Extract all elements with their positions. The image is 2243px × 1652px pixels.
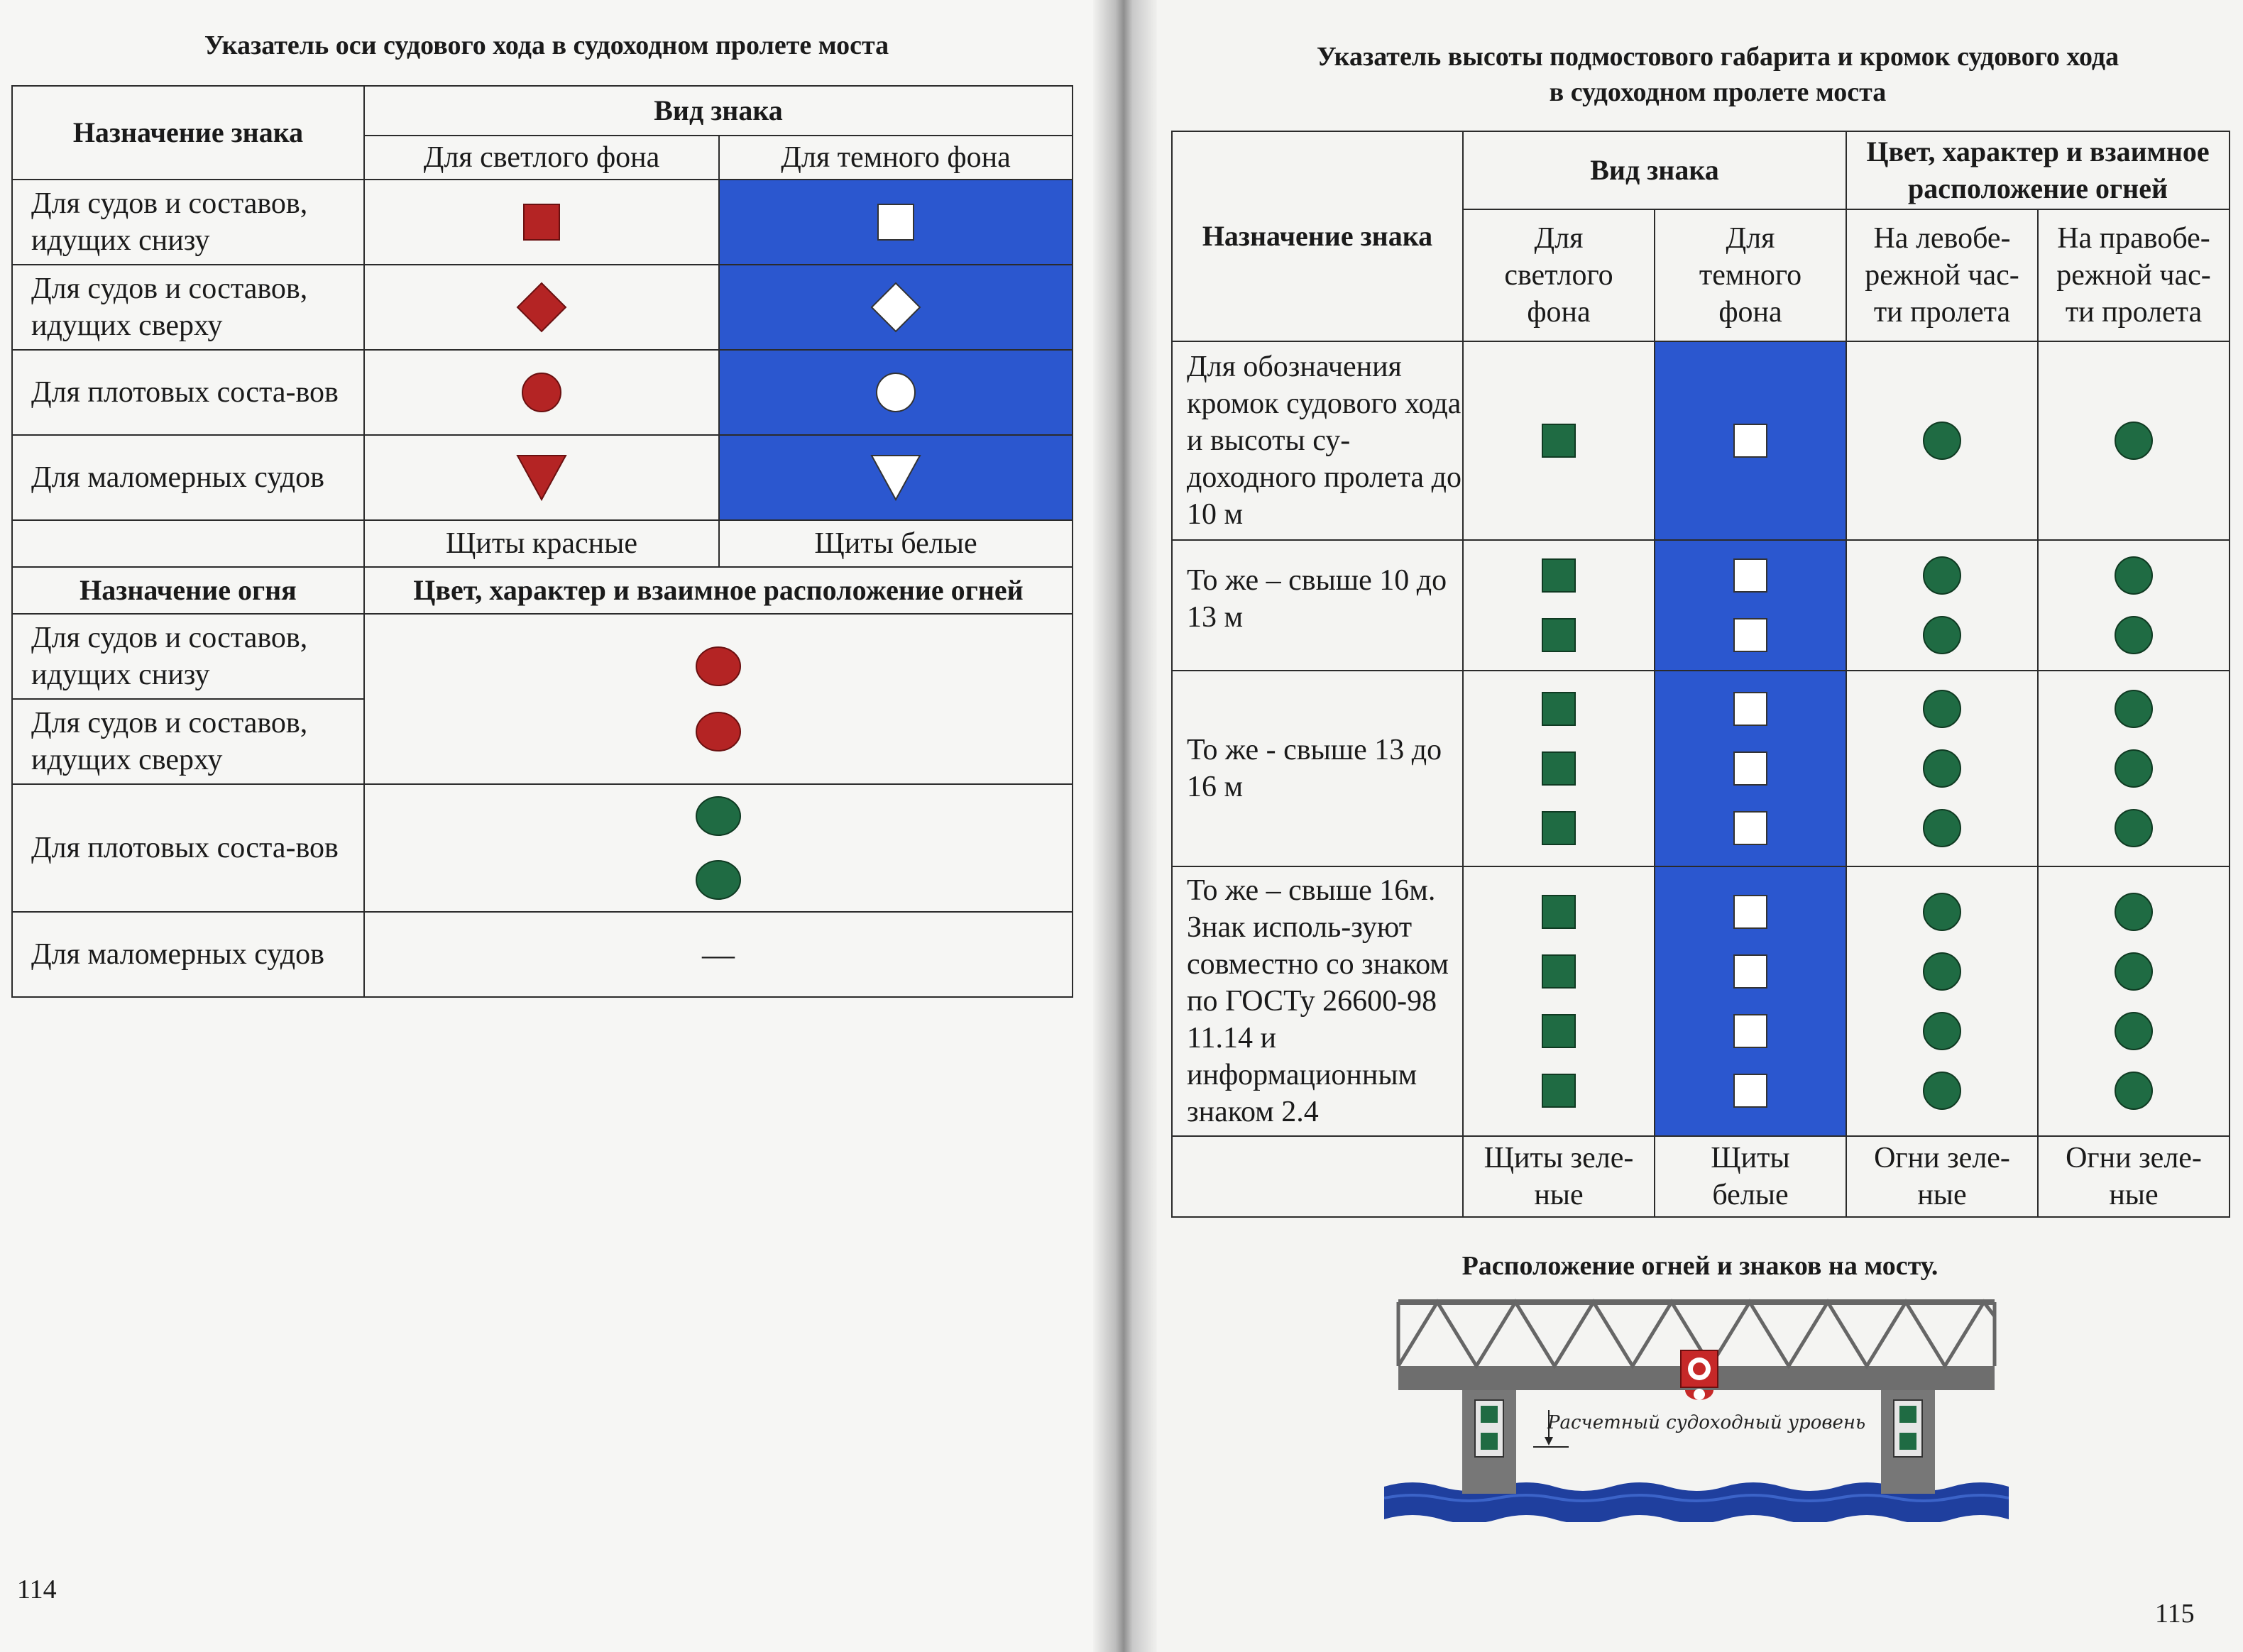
light-row-label: Для плотовых соста-вов (12, 784, 364, 912)
page-number-left: 114 (17, 1575, 57, 1604)
green-light-icon (2114, 421, 2154, 461)
light-row-label: Для судов и составов, идущих сверху (12, 699, 364, 784)
green-square-icon (1541, 954, 1576, 989)
white-square-icon (1733, 691, 1768, 727)
green-light-icon (1922, 1011, 1962, 1051)
green-light-icon (1922, 689, 1962, 729)
green-light-icon (695, 795, 742, 837)
green-square-icon (1541, 617, 1576, 653)
clearance-row-label: То же - свыше 13 до 16 м (1172, 671, 1463, 866)
red-square-icon (522, 202, 561, 242)
green-light-icon (1922, 749, 1962, 788)
green-light-icon (1922, 892, 1962, 932)
header-light-bg: Для светлого фона (364, 136, 719, 180)
green-square-icon (1541, 894, 1576, 930)
page-number-right: 115 (2155, 1599, 2195, 1629)
green-light-icon (2114, 749, 2154, 788)
clearance-table (1171, 131, 2230, 1218)
green-light-icon (1922, 1071, 1962, 1111)
white-triangle-icon (869, 453, 923, 502)
green-light-icon (2114, 808, 2154, 848)
header-right-bank: На правобе-режной час-ти пролета (2038, 209, 2230, 341)
green-light-icon (695, 859, 742, 901)
header-kind: Вид знака (364, 86, 1073, 136)
green-light-icon (1922, 556, 1962, 595)
white-square-icon (876, 202, 916, 242)
footer-white-boards: Щиты белые (1655, 1136, 1846, 1217)
clearance-row-label: То же – свыше 16м. Знак исполь-зуют совместно со знаком по ГОСТу 26600-98 11.14 и информационным знаком 2.4 (1172, 866, 1463, 1136)
sign-row-label: Для плотовых соста-вов (12, 350, 364, 435)
green-square-icon (1541, 558, 1576, 593)
green-light-icon (1922, 808, 1962, 848)
header-purpose: Назначение знака (12, 86, 364, 180)
header-kind: Вид знака (1463, 131, 1846, 209)
book-gutter (1093, 0, 1157, 1652)
green-light-icon (2114, 689, 2154, 729)
left-page-title: Указатель оси судового хода в судоходном пролете моста (204, 31, 889, 60)
clearance-row-label: Для обозначения кромок судового хода и высоты су-доходного пролета до 10 м (1172, 341, 1463, 540)
green-square-icon (1541, 1073, 1576, 1108)
header-left-bank: На левобе-режной час-ти пролета (1846, 209, 2038, 341)
bridge-title: Расположение огней и знаков на мосту. (1461, 1251, 1938, 1281)
bridge-illustration (1384, 1288, 2009, 1522)
white-circle-icon (874, 371, 917, 414)
footer-green-lights-right: Огни зеле-ные (2038, 1136, 2230, 1217)
white-square-icon (1733, 751, 1768, 786)
green-square-icon (1541, 810, 1576, 846)
lights-header-kind: Цвет, характер и взаимное расположение огней (364, 567, 1073, 614)
footer-green-lights-left: Огни зеле-ные (1846, 1136, 2038, 1217)
green-square-icon (1541, 423, 1576, 458)
footer-green-boards: Щиты зеле-ные (1463, 1136, 1655, 1217)
red-diamond-icon (515, 280, 569, 334)
green-light-icon (2114, 952, 2154, 991)
white-square-icon (1733, 954, 1768, 989)
green-light-icon (1922, 615, 1962, 655)
header-purpose: Назначение знака (1172, 131, 1463, 341)
right-page-title-line1: Указатель высоты подмостового габарита и кромок судового хода (1316, 42, 2119, 72)
green-light-icon (2114, 615, 2154, 655)
lights-header-purpose: Назначение огня (12, 567, 364, 614)
boards-white-label: Щиты белые (719, 520, 1073, 567)
bridge-diagram (1384, 1288, 2009, 1522)
green-square-icon (1541, 691, 1576, 727)
green-square-icon (1541, 1013, 1576, 1049)
red-light-icon (695, 645, 742, 688)
header-lights: Цвет, характер и взаимное расположение огней (1846, 131, 2230, 209)
light-row-label: Для судов и составов, идущих снизу (12, 614, 364, 699)
no-light-dash: — (364, 912, 1073, 997)
red-circle-icon (520, 371, 563, 414)
white-square-icon (1733, 1013, 1768, 1049)
sign-row-label: Для судов и составов, идущих снизу (12, 180, 364, 265)
sign-row-label: Для маломерных судов (12, 435, 364, 520)
clearance-row-label: То же – свыше 10 до 13 м (1172, 540, 1463, 671)
header-dark-bg: Для темного фона (1655, 209, 1846, 341)
green-light-icon (2114, 1071, 2154, 1111)
white-diamond-icon (869, 280, 923, 334)
green-light-icon (2114, 556, 2154, 595)
white-square-icon (1733, 617, 1768, 653)
white-square-icon (1733, 1073, 1768, 1108)
bridge-caption: Расчетный судоходный уровень (1547, 1412, 1866, 1433)
white-square-icon (1733, 423, 1768, 458)
fairway-axis-table (11, 85, 1073, 998)
green-light-icon (1922, 421, 1962, 461)
green-light-icon (2114, 1011, 2154, 1051)
light-row-label: Для маломерных судов (12, 912, 364, 997)
white-square-icon (1733, 558, 1768, 593)
right-page-title-line2: в судоходном пролете моста (1549, 77, 1887, 107)
red-triangle-icon (515, 453, 569, 502)
white-square-icon (1733, 894, 1768, 930)
sign-row-label: Для судов и составов, идущих сверху (12, 265, 364, 350)
green-light-icon (2114, 892, 2154, 932)
header-light-bg: Для светлого фона (1463, 209, 1655, 341)
red-light-icon (695, 710, 742, 753)
green-square-icon (1541, 751, 1576, 786)
white-square-icon (1733, 810, 1768, 846)
header-dark-bg: Для темного фона (719, 136, 1073, 180)
boards-red-label: Щиты красные (364, 520, 719, 567)
green-light-icon (1922, 952, 1962, 991)
